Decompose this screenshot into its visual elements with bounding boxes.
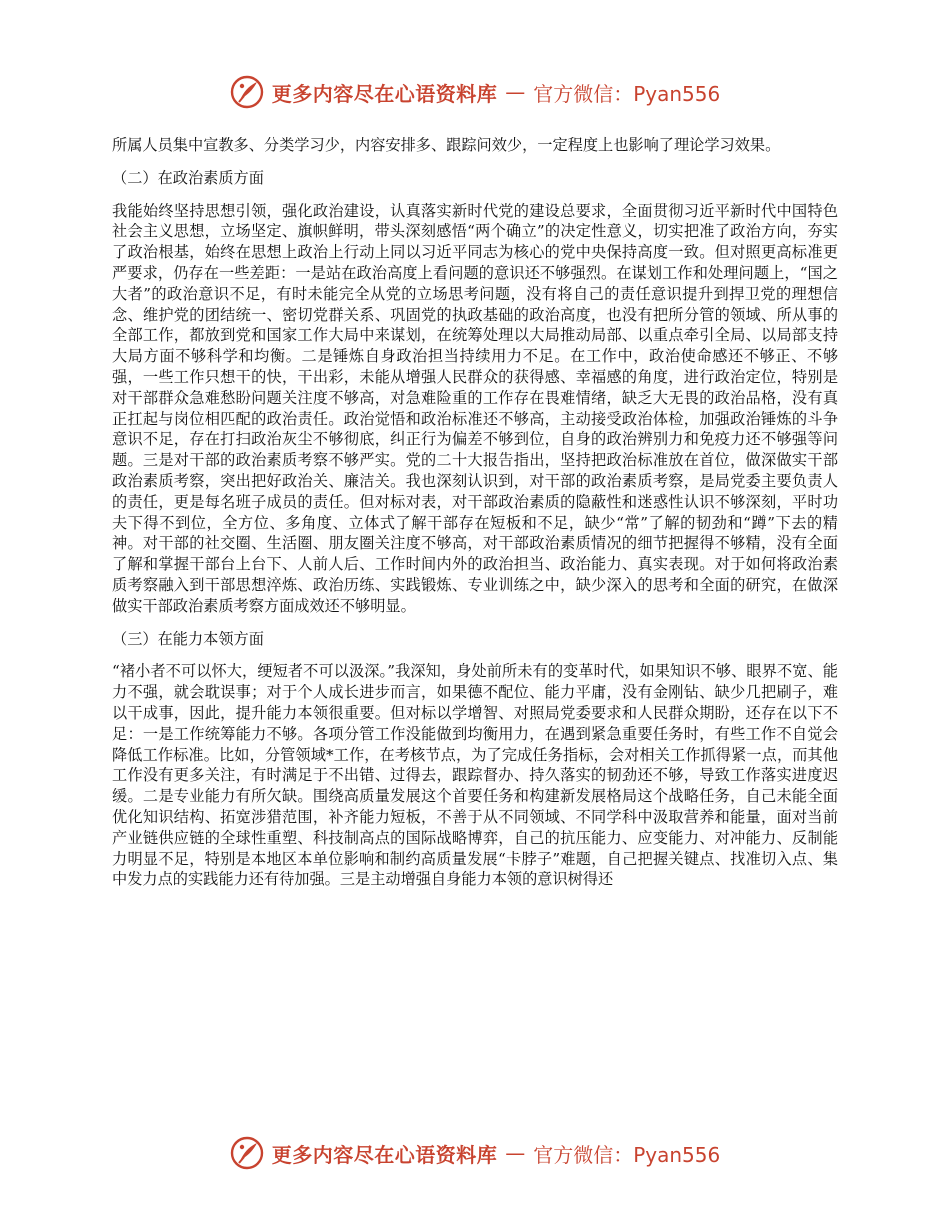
section-heading-ability: （三）在能力本领方面	[112, 629, 264, 648]
watermark-header	[0, 72, 950, 112]
paragraph-ability: “褚小者不可以怀大，绠短者不可以汲深。”我深知，身处前所未有的变革时代，如果知识不够、眼界不宽、能力不强，就会耽误事；对于个人成长进步而言，如果德不配位、能力平庸，没有金刚钻、缺少几把刷子，难以干成事，因此，提升能力本领很重要。但对标以学增智、对照局党委要求和人民群众期盼，还存在以下不足：一是工作统筹能力不够。各项分管工作没能做到均衡用力，在遇到紧急重要任务时，有些工作不自觉会降低工作标准。比如，分管领域*工作，在考核节点，为了完成任务指标，会对相关工作抓得紧一点，而其他工作没有更多关注，有时满足于不出错、过得去，跟踪督办、持久落实的韧劲还不够，导致工作落实进度迟缓。二是专业能力有所欠缺。围绕高质量发展这个首要任务和构建新发展格局这个战略任务，自己未能全面优化知识结构、拓宽涉猎范围，补齐能力短板，不善于从不同领域、不同学科中汲取营养和能量，面对当前产业链供应链的全球性重塑、科技制高点的国际战略博弈，自己的抗压能力、应变能力、对冲能力、反制能力明显不足，特别是本地区本单位影响和制约高质量发展“卡脖子”难题，自己把握关键点、找准切入点、集中发力点的实践能力还有待加强。三是主动增强自身能力本领的意识树得还	[112, 662, 838, 889]
watermark-main-text: 更多内容尽在心语资料库	[271, 1142, 498, 1167]
quill-logo-icon	[230, 1136, 264, 1170]
watermark-wechat-text: 官方微信：Pyan556	[533, 1142, 721, 1167]
watermark-dash: —	[505, 1141, 526, 1165]
quill-logo-icon	[230, 75, 264, 109]
watermark-dash: —	[505, 80, 526, 104]
section-heading-political: （二）在政治素质方面	[112, 168, 264, 187]
watermark-footer	[0, 1133, 950, 1173]
paragraph-intro: 所属人员集中宣教多、分类学习少，内容安排多、跟踪问效少，一定程度上也影响了理论学习效果。	[112, 136, 781, 154]
document-body	[112, 135, 838, 890]
watermark-main-text: 更多内容尽在心语资料库	[271, 81, 498, 106]
watermark-wechat-text: 官方微信：Pyan556	[533, 81, 721, 106]
paragraph-political-quality: 我能始终坚持思想引领，强化政治建设，认真落实新时代党的建设总要求，全面贯彻习近平新时代中国特色社会主义思想，立场坚定、旗帜鲜明，带头深刻感悟“两个确立”的决定性意义，切实把准了政治方向，夯实了政治根基，始终在思想上政治上行动上同以习近平同志为核心的党中央保持高度一致。但对照更高标准更严要求，仍存在一些差距：一是站在政治高度上看问题的意识还不够强烈。在谋划工作和处理问题上，“国之大者”的政治意识不足，有时未能完全从党的立场思考问题，没有将自己的责任意识提升到捍卫党的理想信念、维护党的团结统一、密切党群关系、巩固党的执政基础的政治高度，也没有把所分管的领域、所从事的全部工作，都放到党和国家工作大局中来谋划，在统筹处理以大局推动局部、以重点牵引全局、以局部支持大局方面不够科学和均衡。二是锤炼自身政治担当持续用力不足。在工作中，政治使命感还不够正、不够强，一些工作只想干的快，干出彩，未能从增强人民群众的获得感、幸福感的角度，进行政治定位，特别是对干部群众急难愁盼问题关注度不够高，对急难险重的工作存在畏难情绪，缺乏大无畏的政治品格，没有真正扛起与岗位相匹配的政治责任。政治觉悟和政治标准还不够高，主动接受政治体检，加强政治锤炼的斗争意识不足，存在打扫政治灰尘不够彻底，纠正行为偏差不够到位，自身的政治辨别力和免疫力还不够强等问题。三是对干部的政治素质考察不够严实。党的二十大报告指出，坚持把政治标准放在首位，做深做实干部政治素质考察，突出把好政治关、廉洁关。我也深刻认识到，对干部的政治素质考察，是局党委主要负责人的责任，更是每名班子成员的责任。但对标对表，对干部政治素质的隐蔽性和迷惑性认识不够深刻，平时功夫下得不到位，全方位、多角度、立体式了解干部存在短板和不足，缺少“常”了解的韧劲和“蹲”下去的精神。对干部的社交圈、生活圈、朋友圈关注度不够高，对干部政治素质情况的细节把握得不够精，没有全面了解和掌握干部台上台下、人前人后、工作时间内外的政治担当、政治能力、真实表现。对于如何将政治素质考察融入到干部思想淬炼、政治历练、实践锻炼、专业训练之中，缺少深入的思考和全面的研究，在做深做实干部政治素质考察方面成效还不够明显。	[112, 201, 838, 615]
